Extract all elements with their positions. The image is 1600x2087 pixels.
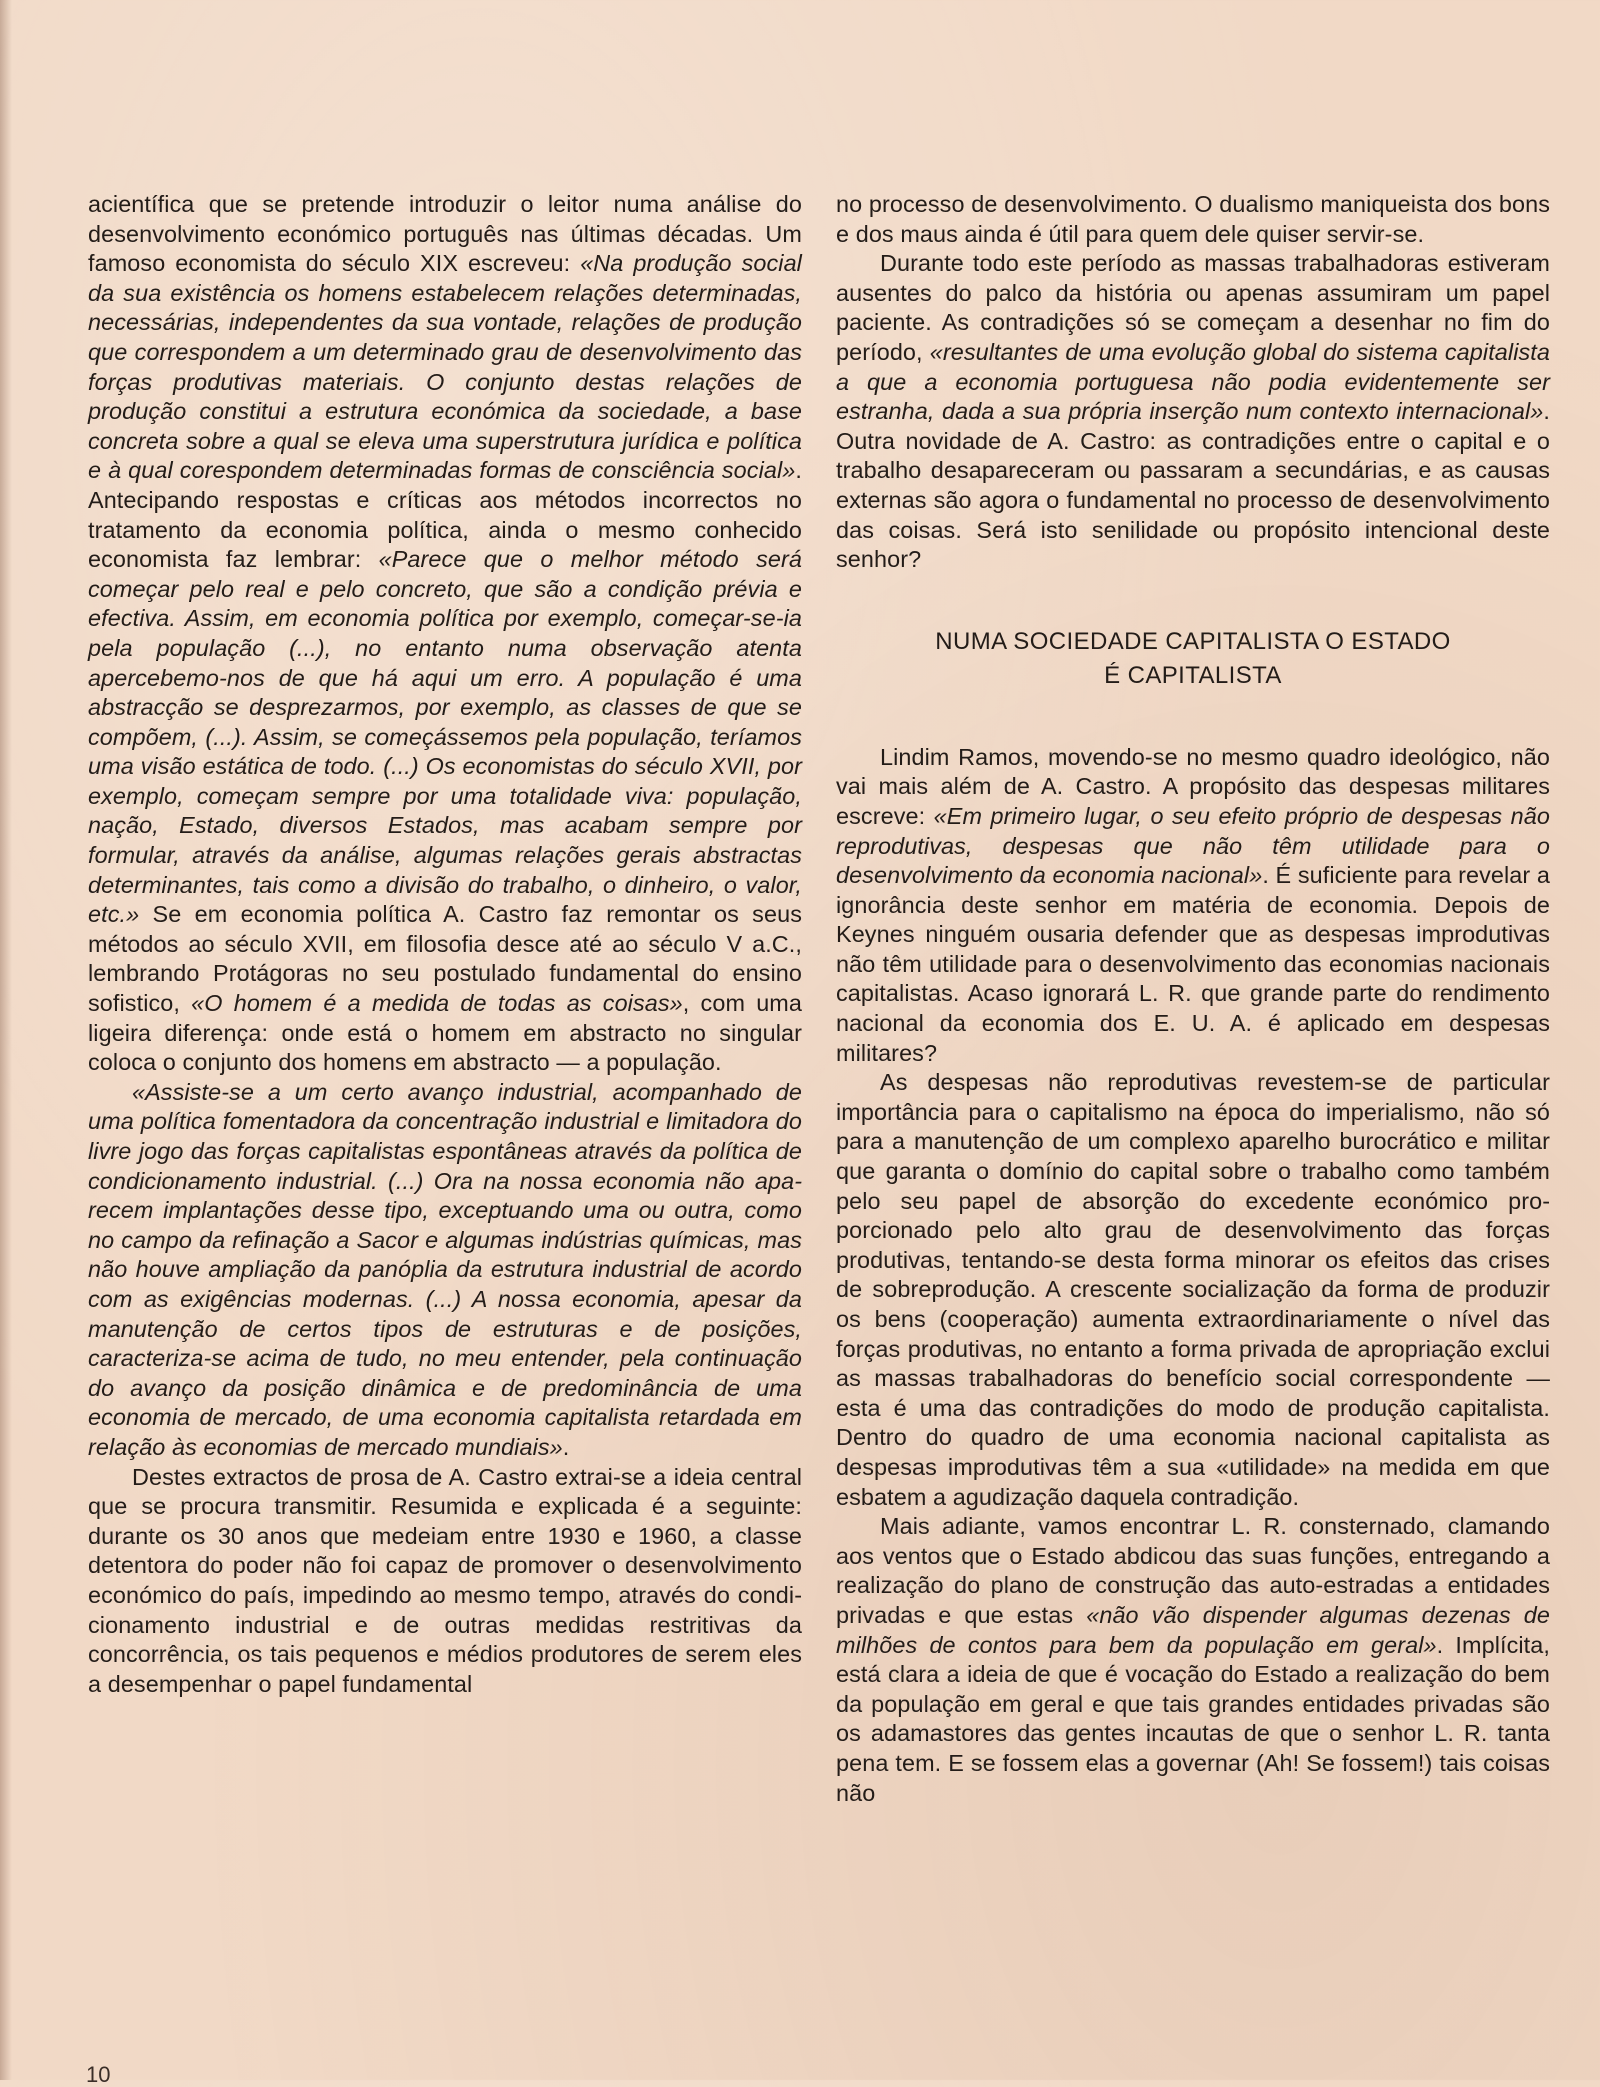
body-text: Lindim Ramos, movendo-se no mesmo quadro ideológico, não vai mais além de A. Castro. A propósito das despesas militares escreve:	[836, 743, 1550, 829]
right-paragraph-3	[836, 743, 1550, 1069]
page-edge-shadow	[0, 0, 12, 2080]
quotation: «Na produção social da sua existência os homens estabelecem relações determinadas, necessárias, independentes da sua vontade, relações de produção que correspondem a um determinado grau de desenvolvimento das forças produtivas materiais. O conjunto destas relações de produção constitui a estrutura económica da sociedade, a base concreta sobre a qual se eleva uma superstrutura jurídica e política e à qual corespondem determinadas formas de consciência social»	[88, 250, 802, 484]
body-text: Se em economia política A. Castro faz remontar os seus métodos ao século XVII, em filosofia desce até ao século V a.C., lembrando Protágoras no seu postulado fundamental do ensino sofistico,	[88, 901, 802, 1017]
quotation: «Assiste-se a um certo avanço industrial, acompanhado de uma política fomentadora da concentração industrial e limitadora do livre jogo das forças capitalistas espontâneas através da política de condicionamento industrial. (...) Ora na nossa economia não aparecem implantações desse tipo, exceptuando uma ou outra, como no campo da refinação a Sacor e algumas indústrias químicas, mas não houve ampliação da panóplia da estrutura industrial de acordo com as exigências modernas. (...) A nossa economia, apesar da manutenção de certos tipos de estruturas e de posições, caracteriza-se acima de tudo, no meu entender, pela continuação do avanço da posição dinâmica e de predominância de uma economia de mercado, de uma economia capitalista retardada em relação às economias de mercado mundiais»	[88, 1078, 802, 1460]
right-column	[836, 190, 1550, 1808]
body-text: Mais adiante, vamos encontrar L. R. consternado, clamando aos ventos que o Estado abdicou das suas funções, entregando a realização do plano de construção das auto-estradas a entidades privadas e que estas	[836, 1513, 1550, 1628]
left-paragraph-2	[88, 1078, 802, 1463]
section-heading-line-2: É CAPITALISTA	[1104, 661, 1282, 689]
body-text: . Implícita, está clara a ideia de que é vocação do Estado a realização do bem da população em geral e que tais grandes entidades privadas são os adamastores das gentes incautas de que o senhor L. R. tanta pena tem. E se fossem elas a governar (Ah! Se fossem!) tais coisas não	[836, 1631, 1550, 1806]
page-number: 10	[86, 2062, 111, 2087]
right-paragraph-4: As despesas não reprodutivas revestem-se de particular importância para o capitalismo na época do imperialismo, não só para a manutenção de um complexo aparelho burocrático e militar que garanta o domínio do capital sobre o trabalho como também pelo seu papel de absorção do excedente económico proporcionado pelo alto grau de desenvolvimento das forças produtivas, tentando-se desta forma minorar os efeitos das crises de sobreprodução. A crescente socialização da forma de produzir os bens (cooperação) aumenta extraordinariamente o nível das forças produtivas, no entanto a forma privada de apropriação exclui as massas trabalhadoras do benefício social correspondente — esta é uma das contradições do modo de produção capitalista. Dentro do quadro de uma economia nacional capitalista as despesas improdutivas têm a sua «utilidade» na medida em que esbatem a agudização daquela contradição.	[836, 1069, 1550, 1510]
quotation: «Parece que o melhor método será começar pelo real e pelo concreto, que são a condição prévia e efectiva. Assim, em economia política por exemplo, começar-se-ia pela população (...), no entanto numa observação atenta apercebemo-nos de que há aqui um erro. A população é uma abstracção se desprezarmos, por exemplo, as classes de que se compõem, (...). Assim, se começássemos pela população, teríamos uma visão estática de todo. (...) Os economistas do século XVII, por exemplo, começam sempre por uma totalidade viva: população, nação, Estado, diversos Estados, mas acabam sempre por formular, através da análise, algumas relações gerais abstractas determinantes, tais como a divisão do trabalho, o dinheiro, o valor, etc.»	[88, 546, 802, 928]
quotation: «Em primeiro lugar, o seu efeito próprio de despesas não reprodutivas, despesas que não têm utilidade para o desenvolvimento da economia nacional»	[836, 802, 1550, 889]
body-text: , com uma ligeira diferença: onde está o homem em abstracto no singular coloca o conjunto dos homens em abstracto — a população.	[88, 990, 803, 1076]
quotation: «não vão dispender algumas dezenas de milhões de contos para bem da população em geral»	[836, 1601, 1550, 1658]
right-paragraph-2	[836, 249, 1550, 575]
body-text: . Outra novidade de A. Castro: as contradições entre o capital e o trabalho desapareceram ou passaram a secundárias, e as causas externas são agora o fundamental no processo de desenvolvimento das coisas. Será isto senilidade ou propósito intencional deste senhor?	[836, 398, 1550, 573]
right-paragraph-1: no processo de desenvolvimento. O dualismo maniqueista dos bons e dos maus ainda é útil para quem dele quiser servir-se.	[836, 191, 1550, 247]
body-text: Durante todo este período as massas trabalhadoras estiveram ausentes do palco da história ou apenas assumiram um papel paciente. As contradições só se começam a desenhar no fim do período,	[836, 250, 1550, 365]
section-heading	[836, 625, 1550, 693]
quotation: «O homem é a medida de todas as coisas»	[191, 990, 683, 1017]
body-text: .	[562, 1433, 570, 1460]
section-heading-line-1: NUMA SOCIEDADE CAPITALISTA O ESTADO	[935, 627, 1451, 655]
right-paragraph-5	[836, 1512, 1550, 1808]
quotation: «resultantes de uma evolução global do sistema capitalista a que a economia portuguesa não podia evidentemente ser estranha, dada a sua própria inserção num contexto internacional»	[836, 338, 1550, 425]
left-paragraph-1	[88, 190, 802, 1078]
body-text: . Antecipando respostas e críticas aos métodos incorrectos no tratamento da economia política, ainda o mesmo conhecido economista faz lembrar:	[88, 457, 802, 573]
body-text: acientífica que se pretende introduzir o leitor numa análise do desenvolvimento económico português nas últimas décadas. Um famoso economista do século XIX escreveu:	[88, 191, 802, 277]
body-text: . É suficiente para revelar a ignorância deste senhor em matéria de economia. Depois de Keynes ninguém ousaria defender que as despesas improdutivas não têm utilidade para o desenvolvimento das economias nacionais capitalistas. Acaso ignorará L. R. que grande parte do rendimento nacional da economia dos E. U. A. é aplicado em despesas militares?	[836, 862, 1550, 1066]
left-column	[88, 190, 802, 1699]
left-paragraph-3: Destes extractos de prosa de A. Castro extrai-se a ideia central que se procura transmitir. Resumida e explicada é a seguinte: durante os 30 anos que medeiam entre 1930 e 1960, a classe detentora do poder não foi capaz de promover o desenvolvimento económico do país, impedindo ao mesmo tempo, através do condicionamento industrial e de outras medidas restritivas da concorrência, os tais pequenos e médios produtores de serem eles a desempenhar o papel fundamental	[88, 1463, 802, 1697]
